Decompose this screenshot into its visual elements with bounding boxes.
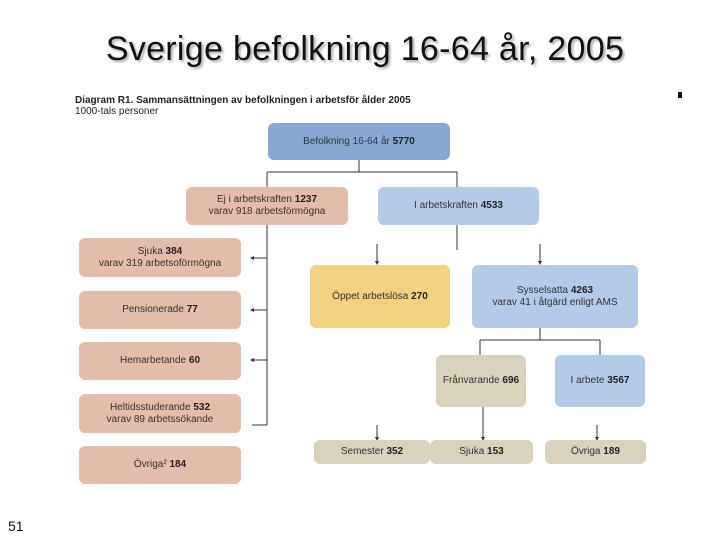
box-employed: Sysselsatta 4263 varav 41 i åtgärd enligt AMS	[472, 265, 638, 328]
box-retired: Pensionerade 77	[79, 291, 241, 329]
caption-unit: 1000-tals personer	[75, 106, 159, 117]
slide-title: Sverige befolkning 16-64 år, 2005	[105, 30, 625, 68]
box-homemakers: Hemarbetande 60	[79, 342, 241, 380]
box-sick-absent: Sjuka 153	[430, 440, 533, 464]
box-absent: Frånvarande 696	[436, 355, 526, 407]
caption-title: Diagram R1. Sammansättningen av befolkningen i arbetsför ålder 2005	[75, 95, 411, 106]
box-working: I arbete 3567	[555, 355, 645, 407]
box-population: Befolkning 16-64 år 5770	[268, 123, 450, 160]
box-other-not-in-labour: Övriga² 184	[79, 446, 241, 484]
box-in-labour-force: I arbetskraften 4533	[378, 187, 539, 225]
page-number: 51	[8, 518, 24, 534]
box-sick: Sjuka 384 varav 319 arbetsoförmögna	[79, 238, 241, 277]
box-unemployed: Öppet arbetslösa 270	[310, 265, 450, 328]
box-not-in-labour-force: Ej i arbetskraften 1237 varav 918 arbetsförmögna	[186, 187, 348, 225]
box-other-absent: Övriga 189	[545, 440, 646, 464]
box-vacation: Semester 352	[314, 440, 430, 464]
box-students: Heltidsstuderande 532 varav 89 arbetssökande	[79, 394, 241, 433]
